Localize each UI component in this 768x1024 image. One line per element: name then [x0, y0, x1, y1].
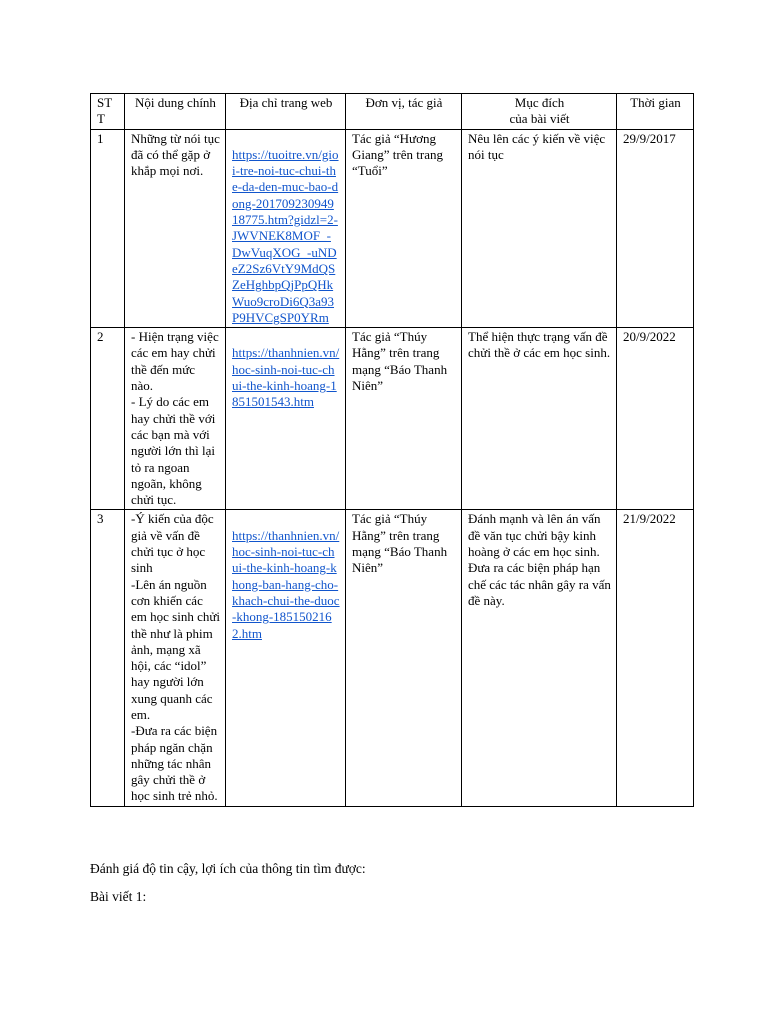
row-author: Tác giả “Hương Giang” trên trang “Tuổi”: [346, 129, 462, 328]
row-content: -Ý kiến của độc giả về vấn đề chửi tục ở học sinh -Lên án nguồn cơn khiến các em học sinh chửi thề như là phim ảnh, mạng xã hội, các “idol” hay người lớn xung quanh các em. -Đưa ra các biện pháp ngăn chặn những tác nhân gây chửi thề ở học sinh trẻ nhỏ.: [125, 510, 226, 806]
table-header-row: [91, 94, 694, 130]
table-row: [91, 328, 694, 510]
header-stt: ST T: [91, 94, 125, 130]
row-url-cell: [226, 510, 346, 806]
header-purpose: Mục đích của bài viết: [462, 94, 617, 130]
header-date: Thời gian: [617, 94, 694, 130]
row-content: Những từ nói tục đã có thể gặp ở khắp mọi nơi.: [125, 129, 226, 328]
row-url-link[interactable]: https://thanhnien.vn/hoc-sinh-noi-tuc-chui-the-kinh-hoang-1851501543.htm: [232, 345, 340, 410]
row-url-link[interactable]: https://tuoitre.vn/gioi-tre-noi-tuc-chui-the-da-den-muc-bao-dong-20170923094918775.htm?gidzl=2-JWVNEK8MOF_-DwVuqXOG_-uNDeZ2Sz6VtY9MdQSZeHghbpQjPpQHkWuo9croDi6Q3a93P9HVCgSP0YRm: [232, 146, 339, 325]
header-author: Đơn vị, tác giả: [346, 94, 462, 130]
row-purpose: Nêu lên các ý kiến về việc nói tục: [462, 129, 617, 328]
row-purpose: Đánh mạnh và lên án vấn đề văn tục chửi bậy kinh hoàng ở các em học sinh. Đưa ra các biện pháp hạn chế các tác nhân gây ra vấn đề này.: [462, 510, 617, 806]
row-content: - Hiện trạng việc các em hay chửi thề đến mức nào. - Lý do các em hay chửi thề với các bạn mà với người lớn thì lại tỏ ra ngoan ngoãn, không chửi tục.: [125, 328, 226, 510]
row-date: 29/9/2017: [617, 129, 694, 328]
row-date: 20/9/2022: [617, 328, 694, 510]
row-url-link[interactable]: https://thanhnien.vn/hoc-sinh-noi-tuc-chui-the-kinh-hoang-khong-ban-hang-cho-khach-chui-the-duoc-khong-1851502162.htm: [232, 527, 340, 641]
row-url-cell: [226, 129, 346, 328]
row-number: 1: [91, 129, 125, 328]
row-url-cell: [226, 328, 346, 510]
header-content: Nội dung chính: [125, 94, 226, 130]
table-row: [91, 510, 694, 806]
evaluation-paragraph: Đánh giá độ tin cậy, lợi ích của thông tin tìm được:: [90, 861, 366, 876]
header-url: Địa chỉ trang web: [226, 94, 346, 130]
row-author: Tác giả “Thúy Hằng” trên trang mạng “Báo Thanh Niên”: [346, 328, 462, 510]
article-1-heading: Bài viết 1:: [90, 889, 147, 904]
row-purpose: Thể hiện thực trạng vấn đề chửi thề ở các em học sinh.: [462, 328, 617, 510]
row-date: 21/9/2022: [617, 510, 694, 806]
sources-table: [90, 93, 694, 807]
row-number: 3: [91, 510, 125, 806]
row-author: Tác giả “Thúy Hằng” trên trang mạng “Báo Thanh Niên”: [346, 510, 462, 806]
row-number: 2: [91, 328, 125, 510]
table-row: [91, 129, 694, 328]
